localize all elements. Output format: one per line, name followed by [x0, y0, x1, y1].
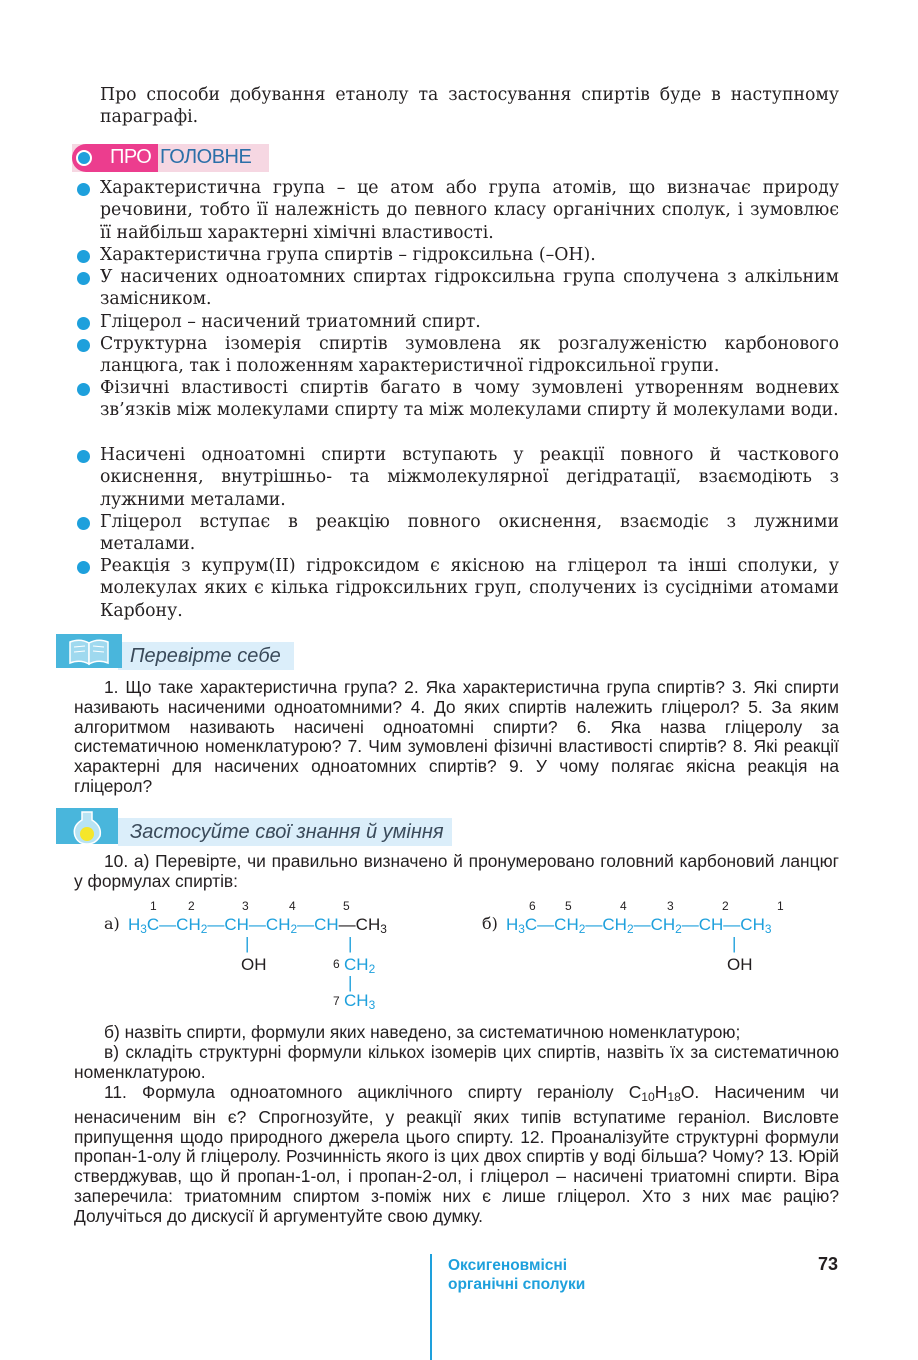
atom-number: 5 [343, 899, 350, 913]
atom-number: 5 [565, 899, 572, 913]
list-item: Структурна ізомерія спиртів зумовлена як розгалуженістю карбонового ланцюга, так і положенням характеристичної гідроксильної групи. [100, 334, 839, 377]
footer-section-line1: Оксигеновмісні [448, 1257, 568, 1274]
bullet-icon [77, 517, 90, 530]
list-item: Фізичні властивості спиртів багато в чому зумовлені утворенням водневих зв’язків між молекулами спирту та між молекулами спирту й молекулами води. [100, 378, 839, 421]
formula-b-label: б) [482, 914, 498, 933]
question-10c: в) складіть структурні формули кількох ізомерів цих спиртів, назвіть їх за систематичною номенклатурою. [74, 1042, 839, 1082]
atom-number: 4 [620, 899, 627, 913]
list-item: У насичених одноатомних спиртах гідроксильна група сполучена з алкільним замісником. [100, 267, 839, 310]
formula-a-bond: | [348, 973, 353, 992]
list-item: Гліцерол вступає в реакцію повного окиснення, взаємодіє з лужними металами. [100, 512, 839, 555]
summary-header-dot-icon [76, 150, 92, 166]
apply-title: Застосуйте свої знання й уміння [130, 821, 444, 843]
formula-a-ch2: $CH_2$ [344, 955, 376, 976]
check-questions: 1. Що таке характеристична група? 2. Яка характеристична група спиртів? 3. Які спирти називають насиченими одноатомними? 4. До яких спиртів належить гліцерол? 5. За яким алгоритмом називають насичені одноатомні спирти? 6. Яка назва гліцеролу за систематичною номенклатурою? 7. Чим зумовлені фізичні властивості спиртів? 8. Які реакції характерні для насичених одноатомних спиртів? 9. У чому полягає якісна реакція на гліцерол? [74, 677, 839, 796]
atom-number: 2 [188, 899, 195, 913]
formula-b-oh: OH [727, 955, 753, 974]
atom-number: 3 [242, 899, 249, 913]
bullet-icon [77, 561, 90, 574]
list-item: Насичені одноатомні спирти вступають у реакції повного й часткового окиснення, внутрішньо- та міжмолекулярної дегідратації, взаємодіють з лужними металами. [100, 445, 839, 510]
bullet-icon [77, 317, 90, 330]
question-10: 10. а) Перевірте, чи правильно визначено й пронумеровано головний карбоновий ланцюг у формулах спиртів: [74, 851, 839, 891]
formula-a-ch3: $CH_3$ [344, 991, 376, 1012]
formula-a-bond: | [348, 934, 353, 953]
page-number: 73 [818, 1254, 839, 1274]
formula-b-bond: | [732, 934, 737, 953]
question-11-13: 11. Формула одноатомного ациклічного спирту гераніолу $C_{10}H_{18}O$. Насиченим чи ненасиченим він є? Спрогнозуйте, у реакції яких типів вступатиме гераніол. Висловте припущення щодо природного джерела цього спирту. 12. Проаналізуйте структурні формули пропан-1-олу й гліцеролу. Розчинність якого із цих двох спиртів у воді більша? Чому? 13. Юрій стверджував, що й пропан-1-ол, і пропан-2-ол, і гліцерол – насичені триатомні спирти. Віра заперечила: триатомним спиртом з-поміж них є лише гліцерол. Хто з них має рацію? Долучіться до дискусії й аргументуйте свою думку. [74, 1082, 839, 1226]
list-item: Характеристична група спиртів – гідроксильна (–OH). [100, 245, 596, 265]
atom-number: 4 [289, 899, 296, 913]
bullet-icon [77, 272, 90, 285]
bullet-icon [77, 450, 90, 463]
footer-section-line2: органічні сполуки [448, 1276, 586, 1293]
atom-number: 6 [333, 957, 340, 971]
list-item: Гліцерол – насичений триатомний спирт. [100, 312, 481, 332]
question-10b: б) назвіть спирти, формули яких наведено, за систематичною номенклатурою; [104, 1022, 741, 1042]
formula-a-oh: OH [241, 955, 267, 974]
list-item: Характеристична група – це атом або група атомів, що визначає природу речовини, тобто її належність до певного класу органічних сполук, і зумовлює її найбільш характерні хімічні властивості. [100, 178, 839, 243]
bullet-icon [77, 339, 90, 352]
footer-section [448, 1256, 585, 1294]
atom-number: 2 [722, 899, 729, 913]
intro-paragraph: Про способи добування етанолу та застосування спиртів буде в наступному параграфі. [100, 85, 839, 128]
summary-header-golovne: ГОЛОВНЕ [160, 146, 252, 168]
footer-divider [430, 1254, 432, 1360]
list-item: Реакція з купрум(II) гідроксидом є якісною на гліцерол та інші сполуки, у молекулах яких є кілька гідроксильних груп, сполучених із сусідніми атомами Карбону. [100, 556, 839, 621]
bullet-icon [77, 383, 90, 396]
formula-a-bond: | [245, 934, 250, 953]
atom-number: 3 [667, 899, 674, 913]
book-icon [56, 634, 122, 668]
bullet-icon [77, 250, 90, 263]
flask-icon [56, 808, 118, 844]
bullet-icon [77, 183, 90, 196]
formula-b-chain: $H_3C—CH_2—CH_2—CH_2—CH—CH_3$ [506, 915, 772, 936]
atom-number: 1 [777, 899, 784, 913]
summary-header-pro: ПРО [110, 146, 152, 168]
check-title: Перевірте себе [130, 645, 281, 667]
atom-number: 7 [333, 994, 340, 1008]
formula-a-chain: $H_3C—CH_2—CH—CH_2—CH—CH_3$ [128, 915, 387, 936]
atom-number: 1 [150, 899, 157, 913]
atom-number: 6 [529, 899, 536, 913]
formula-a-label: а) [104, 914, 120, 933]
